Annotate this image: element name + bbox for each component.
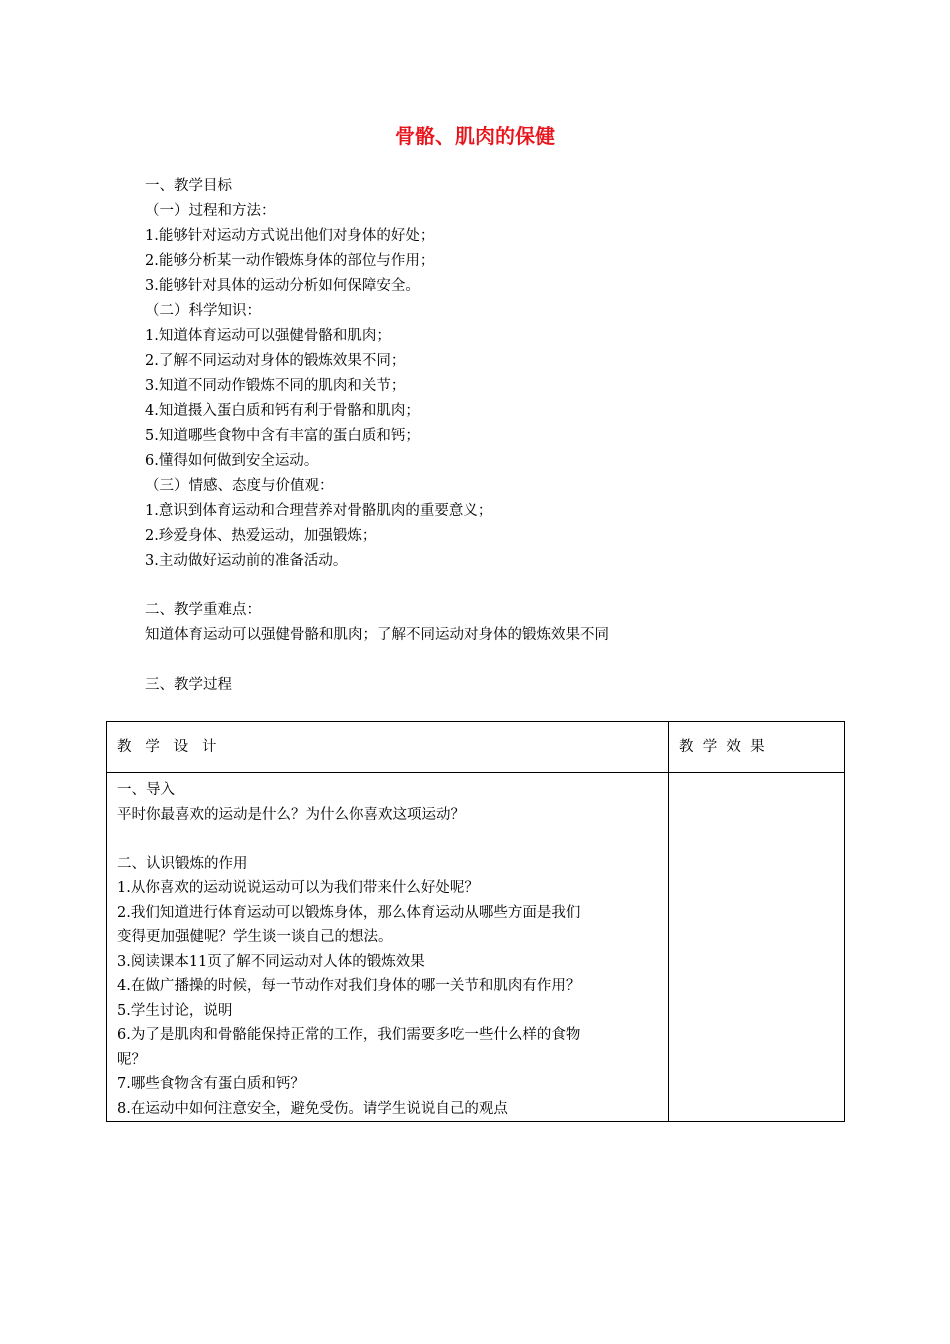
subheading-process-methods: （一）过程和方法：: [145, 203, 276, 219]
section-heading-process: 三、教学过程: [145, 677, 232, 693]
section-heading-objectives: 一、教学目标: [145, 178, 232, 194]
teaching-process-table: [106, 721, 845, 1122]
design-line: 一、导入: [117, 782, 175, 798]
subheading-science-knowledge: （二）科学知识：: [145, 303, 261, 319]
objective-item: 1.能够针对运动方式说出他们对身体的好处；: [145, 228, 435, 244]
subheading-attitude-values: （三）情感、态度与价值观：: [145, 478, 334, 494]
design-line: 6.为了是肌肉和骨骼能保持正常的工作，我们需要多吃一些什么样的食物: [117, 1027, 581, 1043]
design-line: 平时你最喜欢的运动是什么？为什么你喜欢这项运动？: [117, 806, 465, 823]
knowledge-item: 4.知道摄入蛋白质和钙有利于骨骼和肌肉；: [145, 403, 420, 419]
header-teaching-design: [107, 722, 669, 773]
objective-item: 3.能够针对具体的运动分析如何保障安全。: [145, 278, 420, 294]
design-line: [117, 827, 660, 852]
teaching-effect-cell: [669, 773, 845, 1122]
knowledge-item: 3.知道不同动作锻炼不同的肌肉和关节；: [145, 378, 406, 394]
design-line: 呢？: [117, 1051, 146, 1068]
attitude-item: 2.珍爱身体、热爱运动，加强锻炼；: [145, 528, 377, 544]
knowledge-item: 5.知道哪些食物中含有丰富的蛋白质和钙；: [145, 428, 420, 444]
knowledge-item: 2.了解不同运动对身体的锻炼效果不同；: [145, 353, 406, 369]
design-line: 2.我们知道进行体育运动可以锻炼身体，那么体育运动从哪些方面是我们: [117, 904, 581, 921]
design-line: 8.在运动中如何注意安全，避免受伤。请学生说说自己的观点: [117, 1100, 508, 1117]
design-line: 7.哪些食物含有蛋白质和钙？: [117, 1076, 305, 1092]
design-line: 1.从你喜欢的运动说说运动可以为我们带来什么好处呢？: [117, 880, 479, 896]
design-line: 5.学生讨论，说明: [117, 1002, 233, 1019]
knowledge-item: 6.懂得如何做到安全运动。: [145, 453, 319, 469]
header-teaching-design-label: 教 学 设 计: [117, 739, 217, 755]
design-line: 3.阅读课本11页了解不同运动对人体的锻炼效果: [117, 953, 425, 970]
header-teaching-effect: [669, 722, 845, 773]
teaching-design-cell: [107, 773, 669, 1122]
key-points-text: 知道体育运动可以强健骨骼和肌肉；了解不同运动对身体的锻炼效果不同: [145, 627, 609, 643]
design-line: 二、认识锻炼的作用: [117, 855, 248, 872]
attitude-item: 3.主动做好运动前的准备活动。: [145, 553, 348, 569]
knowledge-item: 1.知道体育运动可以强健骨骼和肌肉；: [145, 328, 391, 344]
header-teaching-effect-label: 教 学 效 果: [679, 739, 765, 755]
objective-item: 2.能够分析某一动作锻炼身体的部位与作用；: [145, 253, 435, 269]
design-line: 变得更加强健呢？学生谈一谈自己的想法。: [117, 929, 393, 945]
document-title: 骨骼、肌肉的保健: [395, 124, 555, 148]
design-line: 4.在做广播操的时候，每一节动作对我们身体的哪一关节和肌肉有作用？: [117, 978, 581, 994]
section-heading-key-points: 二、教学重难点：: [145, 602, 261, 618]
attitude-item: 1.意识到体育运动和合理营养对骨骼肌肉的重要意义；: [145, 503, 493, 519]
